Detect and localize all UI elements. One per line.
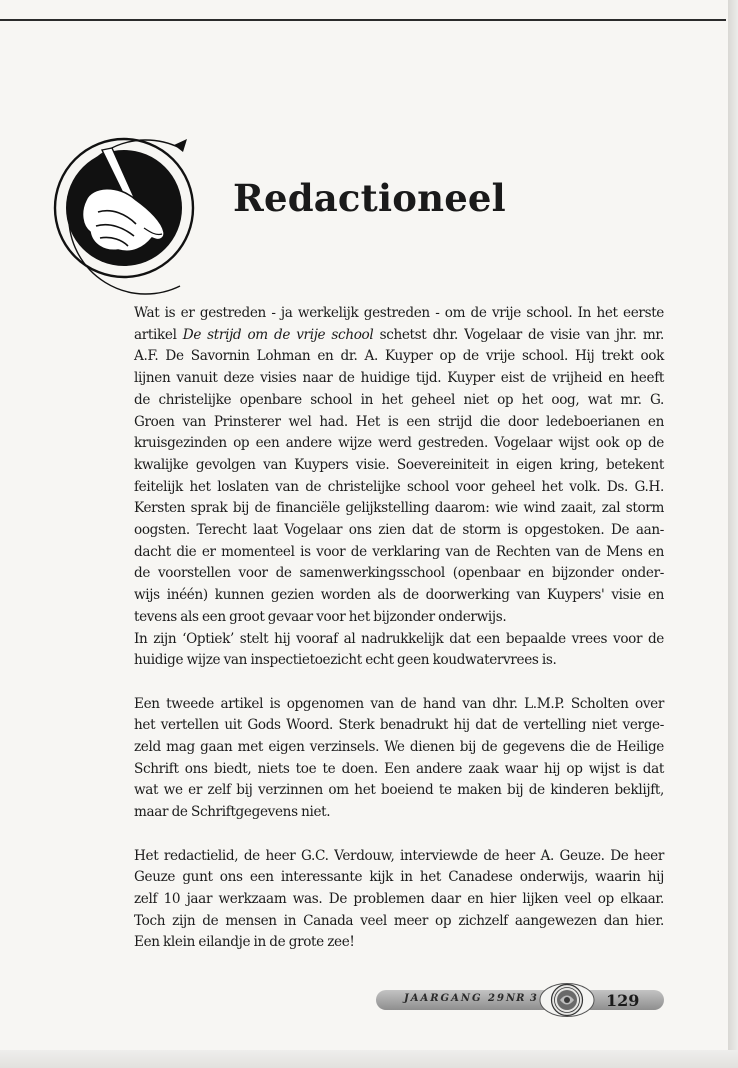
article-body xyxy=(134,303,664,954)
body-line: het vertellen uit Gods Woord. Sterk benadrukt hij dat de vertelling niet verge- xyxy=(134,717,664,734)
body-line: In zijn ‘Optiek’ stelt hij vooraf al nadrukkelijk dat een bepaalde vrees voor de xyxy=(134,630,664,647)
body-line: lijnen vanuit deze visies naar de huidige tijd. Kuyper eist de vrijheid en heeft xyxy=(134,370,664,387)
body-line: Wat is er gestreden - ja werkelijk gestreden - om de vrije school. In het eerste xyxy=(134,305,664,321)
body-line: Een klein eilandje in de grote zee! xyxy=(134,934,355,951)
body-paragraph xyxy=(134,303,664,672)
body-line: tevens als een groot gevaar voor het bijzonder onderwijs. xyxy=(134,608,507,625)
body-line: zelf 10 jaar werkzaam was. De problemen daar en hier lijken veel op elkaar. xyxy=(134,890,664,907)
text-run: schetst dhr. Vogelaar de visie van jhr. mr. xyxy=(373,326,664,343)
body-line: dacht die er momenteel is voor de verklaring van de Rechten van de Mens en xyxy=(134,543,664,560)
body-line: wijs inéén) kunnen gezien worden als de doorwerking van Kuypers' visie en xyxy=(134,587,664,604)
body-line: de christelijke openbare school in het geheel niet op het oog, wat mr. G. xyxy=(134,391,664,408)
body-line: A.F. De Savornin Lohman en dr. A. Kuyper op de vrije school. Hij trekt ook xyxy=(134,348,664,365)
body-paragraph xyxy=(134,694,664,824)
body-line: Toch zijn de mensen in Canada veel meer op zichzelf aangewezen dan hier. xyxy=(134,912,664,929)
top-rule xyxy=(0,19,726,21)
body-paragraph xyxy=(134,846,664,955)
body-line: feitelijk het loslaten van de christelijke school voor geheel het volk. Ds. G.H. xyxy=(134,478,664,495)
body-line: wat we er zelf bij verzinnen om het boeiend te maken bij de kinderen beklijft, xyxy=(134,782,664,799)
page-title: Redactioneel xyxy=(233,176,506,220)
body-line xyxy=(134,325,664,347)
body-line: Het redactielid, de heer G.C. Verdouw, interviewde de heer A. Geuze. De heer xyxy=(134,847,664,864)
body-line: Groen van Prinsterer wel had. Het is een strijd die door ledeboerianen en xyxy=(134,413,664,430)
body-line: kruisgezinden op een andere wijze werd gestreden. Vogelaar wijst ook op de xyxy=(134,435,664,452)
emblem-seal-icon xyxy=(539,983,595,1017)
body-line: kwalijke gevolgen van Kuypers visie. Soevereiniteit in eigen kring, betekent xyxy=(134,456,664,473)
page-footer xyxy=(376,983,666,1017)
text-run: artikel xyxy=(134,326,183,343)
issue-label: NR 3 xyxy=(506,993,538,1004)
body-line: Geuze gunt ons een interessante kijk in het Canadese onderwijs, waarin hij xyxy=(134,869,664,886)
body-line: de voorstellen voor de samenwerkingsschool (openbaar en bijzonder onder- xyxy=(134,565,664,582)
article-title-reference: De strijd om de vrije school xyxy=(182,326,374,343)
body-line: maar de Schriftgegevens niet. xyxy=(134,804,331,821)
volume-label: JAARGANG 29 xyxy=(404,993,506,1004)
page-edge-bottom xyxy=(0,1050,738,1068)
body-line: Kersten sprak bij de financiële gelijkstelling daarom: wie wind zaait, zal storm xyxy=(134,500,664,517)
body-line: zeld mag gaan met eigen verzinsels. We dienen bij de gegevens die de Heilige xyxy=(134,739,664,756)
body-line: huidige wijze van inspectietoezicht echt geen koudwatervrees is. xyxy=(134,652,557,669)
page-edge-right xyxy=(728,0,738,1068)
body-line: Schrift ons biedt, niets toe te doen. Een andere zaak waar hij op wijst is dat xyxy=(134,760,664,777)
page-number: 129 xyxy=(606,991,640,1010)
body-line: Een tweede artikel is opgenomen van de hand van dhr. L.M.P. Scholten over xyxy=(134,695,664,712)
hand-writing-pen-icon xyxy=(52,128,212,298)
body-line: oogsten. Terecht laat Vogelaar ons zien dat de storm is opgestoken. De aan- xyxy=(134,522,664,539)
